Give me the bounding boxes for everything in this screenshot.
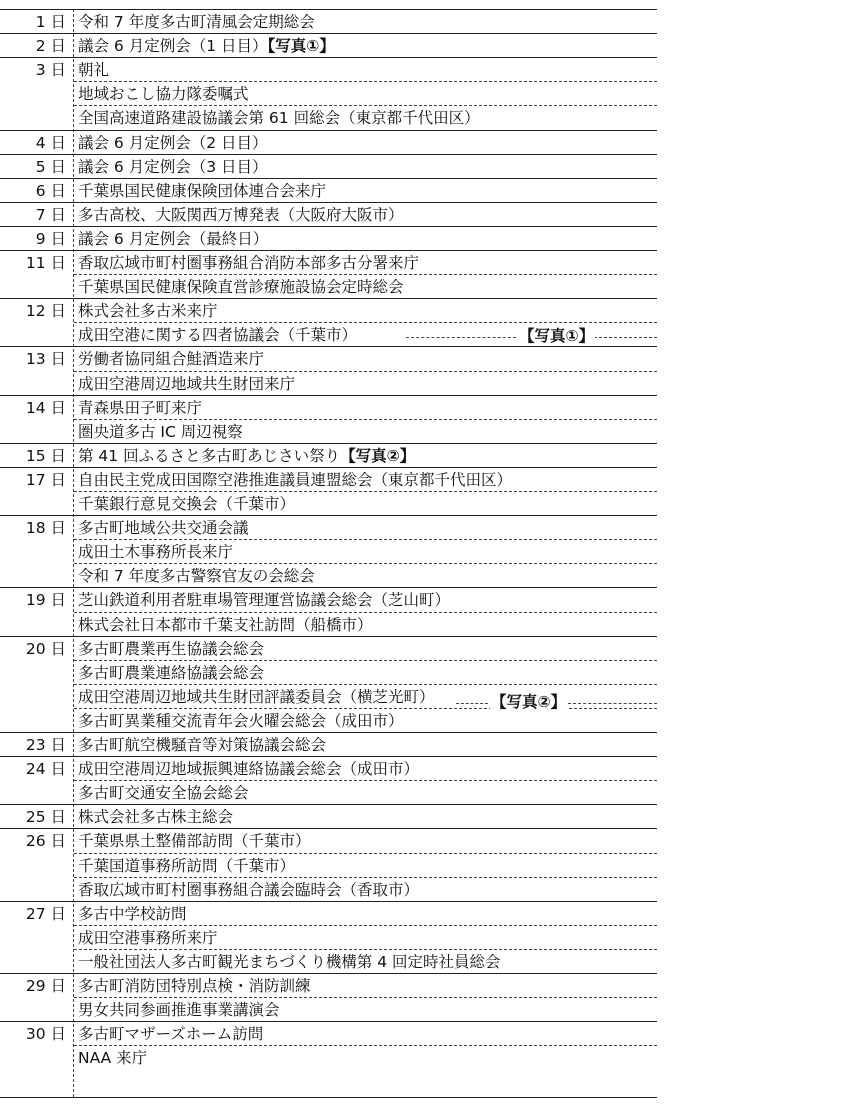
schedule-row [0, 828, 657, 853]
schedule-row [0, 1021, 657, 1046]
day-label: 9 日 [35, 229, 66, 248]
photo2-leader-line-right [568, 703, 657, 704]
day-label: 2 日 [35, 37, 66, 56]
event-text: 労働者協同組合鮭酒造来庁 [78, 350, 265, 369]
event-text: 令和 7 年度多古警察官友の会総会 [78, 567, 315, 586]
event-text: 議会 6 月定例会（最終日） [78, 229, 269, 248]
day-label: 1 日 [35, 13, 66, 31]
event-text: 多古町交通安全協会総会 [78, 784, 249, 803]
day-label: 17 日 [25, 470, 66, 489]
event-text: 多古町航空機騒音等対策協議会総会 [78, 736, 327, 754]
event-text: 株式会社多古米来庁 [78, 302, 218, 321]
schedule-row [0, 756, 657, 781]
event-text: 多古町消防団特別点検・消防訓練 [78, 977, 311, 995]
schedule-row [74, 1045, 657, 1070]
event-text: 千葉県国民健康保険直営診療施設協会定時総会 [78, 278, 404, 297]
day-label: 13 日 [25, 350, 66, 369]
event-text: 議会 6 月定例会（1 日目）【写真①】 [78, 37, 335, 56]
photo-tag: 【写真①】 [267, 37, 335, 56]
day-label: 18 日 [25, 519, 66, 538]
event-text: 令和 7 年度多古町清風会定期総会 [78, 13, 315, 31]
schedule-row [74, 81, 657, 106]
event-text: 全国高速道路建設協議会第 61 回総会（東京都千代田区） [78, 109, 480, 128]
schedule-row [0, 57, 657, 82]
schedule-row [0, 226, 657, 251]
event-text: 成田空港周辺地域共生財団評議委員会（横芝光町） [78, 687, 435, 706]
schedule-row [0, 901, 657, 926]
day-label: 24 日 [25, 760, 66, 779]
schedule-row [0, 178, 657, 203]
event-text: 地域おこし協力隊委嘱式 [78, 85, 249, 104]
event-text: 成田空港事務所来庁 [78, 928, 218, 947]
schedule-row [74, 371, 657, 396]
event-text: 議会 6 月定例会（2 日目） [78, 133, 268, 152]
schedule-row [0, 298, 657, 323]
day-label: 19 日 [25, 591, 66, 610]
event-text: 多古町地域公共交通会議 [78, 519, 249, 538]
table-bottom-rule [0, 1097, 657, 1098]
schedule-row [0, 130, 657, 155]
schedule-row [0, 443, 657, 468]
schedule-row [74, 853, 657, 878]
day-label: 7 日 [35, 205, 66, 224]
event-text: 成田土木事務所長来庁 [78, 543, 234, 562]
schedule-row [0, 467, 657, 492]
schedule-row [74, 612, 657, 637]
photo1-callout: 【写真①】 [519, 327, 595, 345]
schedule-row [74, 660, 657, 685]
day-label: 26 日 [25, 832, 66, 851]
event-text: 千葉国道事務所訪問（千葉市） [78, 856, 296, 875]
day-label: 29 日 [25, 977, 66, 995]
photo-tag: 【写真②】 [340, 446, 416, 465]
day-label: 5 日 [35, 157, 66, 176]
schedule-row [0, 395, 657, 420]
schedule-row [74, 491, 657, 516]
event-text: 香取広域市町村圏事務組合議会臨時会（香取市） [78, 880, 420, 899]
event-text: 成田空港周辺地域振興連絡協議会総会（成田市） [78, 760, 420, 779]
schedule-row [0, 732, 657, 757]
event-text: 成田空港周辺地域共生財団来庁 [78, 374, 296, 393]
schedule-row [74, 997, 657, 1022]
event-text: 一般社団法人多古町観光まちづくり機構第 4 回定時社員総会 [78, 952, 501, 971]
day-label: 15 日 [25, 446, 66, 465]
schedule-row [0, 973, 657, 998]
event-text: 千葉銀行意見交換会（千葉市） [78, 495, 296, 513]
schedule-row [74, 684, 657, 709]
photo2-leader-line [456, 703, 488, 704]
schedule-row [0, 202, 657, 227]
schedule-row [0, 154, 657, 179]
event-text: 多古町農業再生協議会総会 [78, 639, 265, 658]
day-label: 14 日 [25, 398, 66, 417]
event-text: 多古高校、大阪関西万博発表（大阪府大阪市） [78, 205, 404, 224]
schedule-row [0, 250, 657, 275]
day-label: 27 日 [25, 904, 66, 923]
event-text: 多古町マザーズホーム訪問 [78, 1025, 264, 1044]
day-label: 11 日 [25, 254, 66, 272]
schedule-row [0, 346, 657, 371]
schedule-row [74, 877, 657, 902]
event-text: 芝山鉄道利用者駐車場管理運営協議会総会（芝山町） [78, 591, 451, 610]
event-text: 千葉県県土整備部訪問（千葉市） [78, 832, 311, 851]
event-text: 多古町農業連絡協議会総会 [78, 663, 265, 682]
event-text: 株式会社多古株主総会 [78, 808, 234, 827]
schedule-row [74, 563, 657, 588]
photo1-leader-line [406, 337, 516, 338]
schedule-row [74, 539, 657, 564]
photo1-leader-line-right [594, 337, 657, 338]
event-text: 香取広域市町村圏事務組合消防本部多古分署来庁 [78, 254, 420, 272]
event-text: 第 41 回ふるさと多古町あじさい祭り【写真②】 [78, 446, 416, 465]
schedule-row [0, 587, 657, 612]
day-label: 6 日 [35, 181, 66, 200]
day-label: 23 日 [25, 736, 66, 754]
schedule-row [74, 105, 657, 130]
event-text: 株式会社日本都市千葉支社訪問（船橋市） [78, 615, 373, 634]
schedule-row [0, 33, 657, 58]
event-text: 千葉県国民健康保険団体連合会来庁 [78, 181, 327, 200]
schedule-row [74, 419, 657, 444]
event-text: NAA 来庁 [78, 1049, 148, 1068]
event-text: 多古町異業種交流青年会火曜会総会（成田市） [78, 711, 404, 730]
event-text: 朝礼 [78, 61, 110, 80]
day-label: 20 日 [25, 639, 66, 658]
day-label: 30 日 [25, 1025, 66, 1044]
schedule-row [0, 804, 657, 829]
event-text: 議会 6 月定例会（3 日目） [78, 157, 268, 176]
schedule-row [0, 515, 657, 540]
event-text: 青森県田子町来庁 [78, 398, 203, 417]
schedule-row [74, 708, 657, 733]
event-text: 成田空港に関する四者協議会（千葉市） [78, 326, 358, 345]
day-label: 25 日 [25, 808, 66, 827]
day-label: 3 日 [35, 61, 66, 80]
event-text: 男女共同参画推進事業講演会 [78, 1001, 280, 1020]
schedule-row [74, 925, 657, 950]
schedule-row [74, 949, 657, 974]
event-text: 多古中学校訪問 [78, 904, 187, 923]
day-label: 12 日 [25, 302, 66, 321]
photo2-callout: 【写真②】 [491, 693, 567, 711]
event-text: 自由民主党成田国際空港推進議員連盟総会（東京都千代田区） [78, 470, 513, 489]
schedule-row [74, 274, 657, 299]
event-text: 圏央道多古 IC 周辺視察 [78, 422, 243, 441]
schedule-row [74, 780, 657, 805]
schedule-row [0, 9, 657, 34]
day-label: 4 日 [35, 133, 66, 152]
schedule-row [0, 636, 657, 661]
